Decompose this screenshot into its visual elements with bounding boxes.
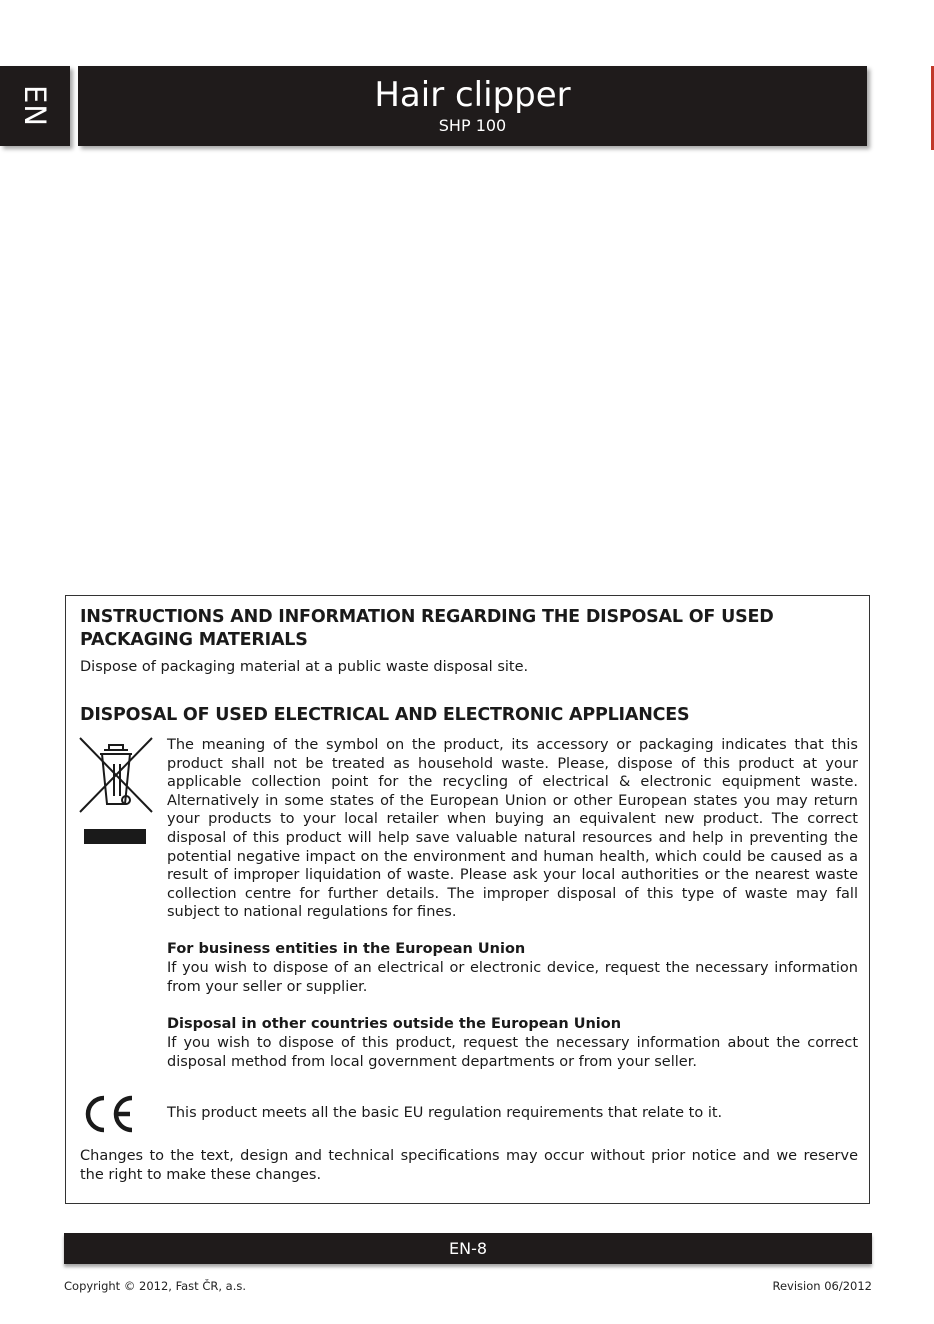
- page-number-bar: [64, 1233, 872, 1264]
- disposal-info-box: [65, 595, 870, 1204]
- business-heading: For business entities in the European Union: [167, 941, 526, 957]
- outside-eu-heading: Disposal in other countries outside the European Union: [167, 1016, 622, 1032]
- packaging-heading-line1: INSTRUCTIONS AND INFORMATION REGARDING THE DISPOSAL OF USED: [80, 607, 774, 627]
- copyright: Copyright © 2012, Fast ČR, a.s.: [64, 1279, 247, 1293]
- page-title: Hair clipper: [374, 75, 571, 115]
- page-number: EN-8: [448, 1239, 488, 1258]
- packaging-text: Dispose of packaging material at a public waste disposal site.: [80, 659, 529, 675]
- model-number: SHP 100: [438, 116, 507, 135]
- weee-text: The meaning of the symbol on the product, its accessory or packaging indicates that this product shall not be treated as household waste. Please, dispose of this product at your applicable collection point for the recycling of electrical & electronic equipment waste. Alternatively in some states of the European Union or other European states you may return your products to your local retailer when buying an equivalent new product. The correct disposal of this product will help save valuable natural resources and help in preventing the potential negative impact on the environment and human health, which could be caused as a result of improper liquidation of waste. Please ask your local authorities or the nearest waste collection centre for further details. The improper disposal of this type of waste may fall subject to national regulations for fines.: [167, 737, 858, 921]
- title-bar: [78, 66, 867, 146]
- revision: Revision 06/2012: [772, 1279, 872, 1293]
- ce-mark-icon: [80, 1094, 136, 1134]
- language-tab: [0, 66, 70, 146]
- outside-eu-text: If you wish to dispose of this product, request the necessary information about the correct disposal method from local government departments or from your seller.: [167, 1035, 858, 1070]
- weee-heading: DISPOSAL OF USED ELECTRICAL AND ELECTRONIC APPLIANCES: [80, 705, 690, 725]
- packaging-heading-line2: PACKAGING MATERIALS: [80, 630, 308, 650]
- ce-text: This product meets all the basic EU regulation requirements that relate to it.: [167, 1105, 723, 1121]
- changes-text: Changes to the text, design and technical specifications may occur without prior notice and we reserve the right to make these changes.: [80, 1148, 858, 1183]
- crossed-out-wheelie-bin-icon: [78, 736, 154, 848]
- language-label: EN: [18, 84, 52, 128]
- business-text: If you wish to dispose of an electrical or electronic device, request the necessary information from your seller or supplier.: [167, 960, 858, 995]
